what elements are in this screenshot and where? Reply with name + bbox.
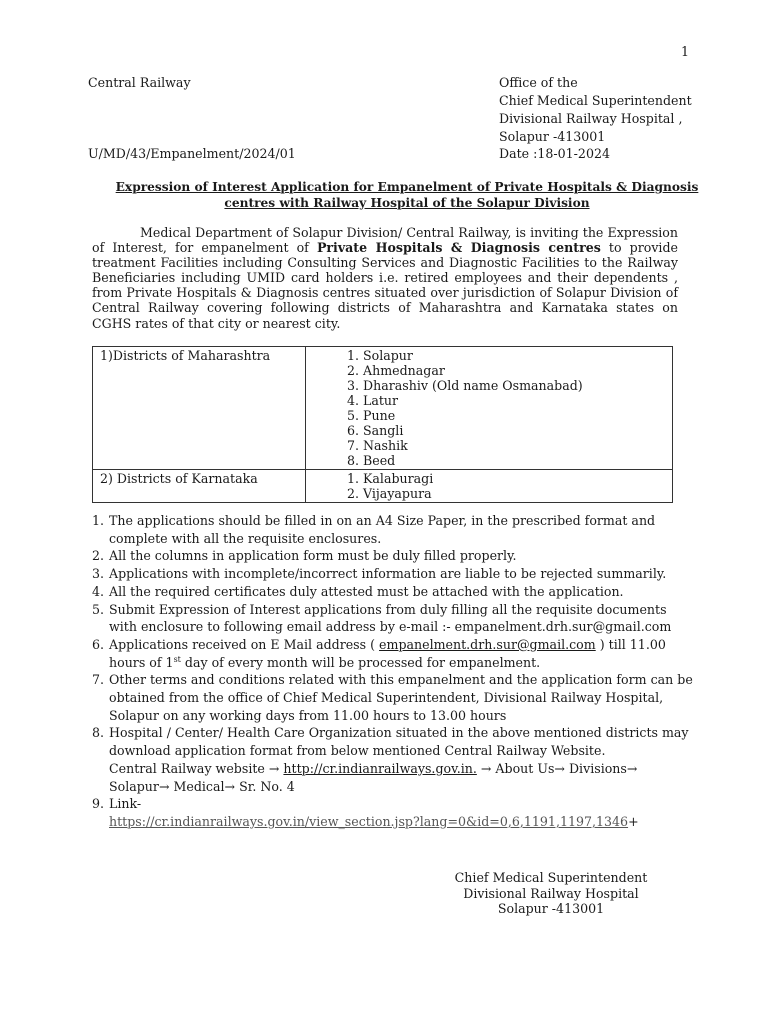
maharashtra-districts-cell (306, 347, 673, 470)
page-number: 1 (680, 44, 689, 59)
office-address-line: Chief Medical Superintendent (499, 93, 692, 108)
instruction-item: 4. All the required certificates duly attested must be attached with the application. (108, 583, 694, 601)
signature-line: Divisional Railway Hospital (463, 885, 639, 901)
table-row (93, 347, 673, 470)
list-item: 3. Dharashiv (Old name Osmanabad) (363, 378, 672, 393)
instructions-list (84, 512, 694, 831)
instruction-text: → About Us→ Divisions→ Solapur→ Medical→ Sr. No. 4 (109, 760, 638, 794)
intro-text: to provide treatment Facilities including Consulting Services and Diagnostic Facilities to the Railway Beneficiaries including UMID card holders i.e. retired employees and their dependents , from Private Hospitals & Diagnosis centres situated over jurisdiction of Solapur Division of Central Railway covering following districts of Maharashtra and Karnataka states on CGHS rates of that city or nearest city. (92, 240, 678, 331)
intro-bold-text: Private Hospitals & Diagnosis centres (316, 240, 601, 256)
instruction-text: day of every month will be processed for empanelment. (180, 654, 541, 670)
list-item: 5. Pune (363, 408, 672, 423)
instruction-item (108, 636, 694, 671)
instruction-item: 5. Submit Expression of Interest applications from duly filling all the requisite documents with enclosure to following email address by e-mail :- empanelment.drh.sur@gmail.com (108, 601, 694, 636)
maharashtra-districts-list (306, 347, 672, 469)
list-item: 4. Latur (363, 393, 672, 408)
instruction-text: Central Railway website → (109, 760, 284, 776)
karnataka-districts-cell (306, 470, 673, 503)
signature-line: Solapur -413001 (497, 901, 605, 916)
instruction-item: 3. Applications with incomplete/incorrect information are liable to be rejected summarily. (108, 565, 694, 583)
subject-heading (92, 180, 722, 211)
list-item: 8. Beed (363, 453, 672, 468)
section-url-link[interactable]: https://cr.indianrailways.gov.in/view_section.jsp?lang=0&id=0,6,1191,1197,1346 (109, 813, 629, 829)
intro-text: Medical Department of Solapur Division/ Central Railway, is inviting the Expression of Interest, for empanelment of (92, 225, 678, 256)
list-item: 1. Kalaburagi (363, 471, 672, 486)
office-address-line: Office of the (499, 75, 578, 90)
instruction-text: + (628, 813, 639, 829)
office-address-line: Solapur -413001 (499, 129, 606, 144)
maharashtra-label: 1)Districts of Maharashtra (93, 347, 306, 470)
intro-paragraph (92, 225, 678, 331)
instruction-text: Hospital / Center/ Health Care Organization situated in the above mentioned districts may download application format from below mentioned Central Railway Website. (109, 725, 689, 759)
signature-line: Chief Medical Superintendent (454, 870, 648, 885)
list-item: 1. Solapur (363, 348, 672, 363)
issuing-organization: Central Railway (88, 75, 191, 90)
instruction-item: 1. The applications should be filled in on an A4 Size Paper, in the prescribed format and complete with all the requisite enclosures. (108, 512, 694, 547)
instruction-item (108, 724, 694, 795)
letter-date: Date :18-01-2024 (499, 146, 610, 161)
ordinal-suffix: st (173, 654, 181, 664)
instruction-text: Link- (109, 796, 142, 812)
office-address (499, 74, 692, 146)
instruction-text: Applications received on E Mail address ( (109, 636, 376, 652)
reference-number: U/MD/43/Empanelment/2024/01 (88, 146, 296, 161)
list-item: 6. Sangli (363, 423, 672, 438)
subject-line: Expression of Interest Application for Empanelment of Private Hospitals & Diagnosis (115, 180, 699, 194)
email-link[interactable]: empanelment.drh.sur@gmail.com (379, 636, 596, 652)
list-item: 2. Vijayapura (363, 486, 672, 501)
subject-line: centres with Railway Hospital of the Solapur Division (224, 195, 590, 210)
office-address-line: Divisional Railway Hospital , (499, 111, 683, 126)
list-item: 7. Nashik (363, 438, 672, 453)
instruction-item: 7. Other terms and conditions related with this empanelment and the application form can be obtained from the office of Chief Medical Superintendent, Divisional Railway Hospital, Solapur on any working days from 11.00 hours to 13.00 hours (108, 671, 694, 724)
instruction-item (108, 795, 694, 830)
karnataka-districts-list (306, 470, 672, 502)
districts-table (92, 346, 673, 503)
instruction-item: 2. All the columns in application form must be duly filled properly. (108, 547, 694, 565)
karnataka-label: 2) Districts of Karnataka (93, 470, 306, 503)
signature-block (430, 870, 672, 917)
list-item: 2. Ahmednagar (363, 363, 672, 378)
instruction-text: ) till 11.00 hours of 1 (109, 636, 666, 670)
website-link[interactable]: http://cr.indianrailways.gov.in. (283, 760, 477, 776)
table-row (93, 470, 673, 503)
